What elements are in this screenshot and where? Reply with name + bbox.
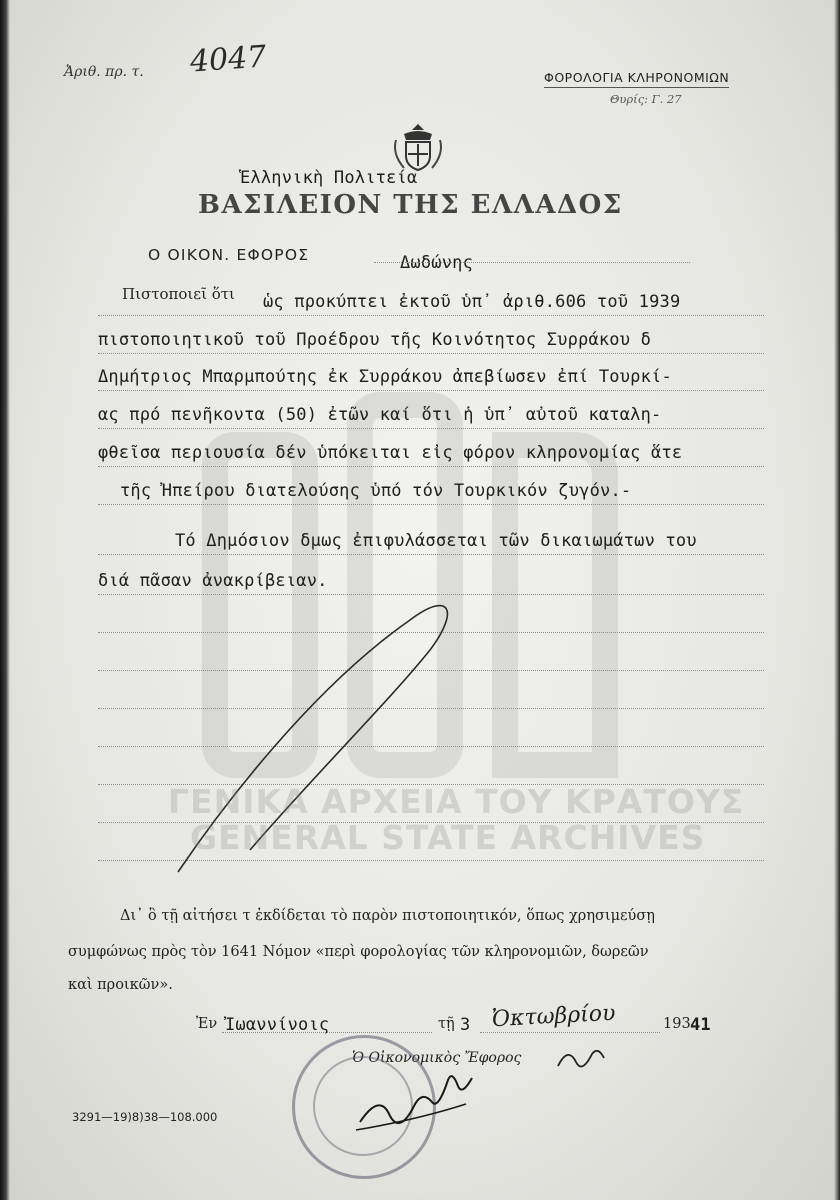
body-line-7: Τό Δημόσιον δμως ἐπιφυλάσσεται τῶν δικαιωμάτων του [175, 531, 697, 551]
signature-handwritten [350, 1060, 510, 1140]
rule-line [98, 554, 764, 556]
year-printed: 193 [663, 1016, 691, 1032]
body-line-3: Δημήτριος Μπαρμπούτης ἐκ Συρράκου ἀπεβίωσεν ἐπί Τουρκί- [98, 367, 672, 387]
tax-department-title: ΦΟΡΟΛΟΓΙΑ ΚΛΗΡΟΝΟΜΙΩΝ [544, 70, 729, 88]
coat-of-arms-icon [390, 122, 446, 174]
rule-line [98, 466, 764, 468]
rule-line [98, 504, 764, 506]
body-line-8: διά πᾶσαν ἀνακρίβειαν. [98, 571, 328, 591]
body-line-6: τῆς Ἠπείρου διατελούσης ὑπό τόν Τουρκικόν ζυγόν.- [120, 481, 632, 501]
day-prefix: τῇ [438, 1016, 455, 1032]
rule-line [222, 1032, 432, 1034]
body-line-5: φθεῖσα περιουσία δέν ὑπόκειται εἰς φόρον κληρονομίας ἅτε [98, 443, 683, 463]
scan-edge-right [834, 0, 840, 1200]
footer-line-2: συμφώνως πρὸς τὸν 1641 Νόμον «περὶ φορολογίας τῶν κληρονομιῶν, δωρεῶν [68, 944, 649, 960]
place-prefix: Ἐν [196, 1016, 218, 1032]
signatory-title: Ὁ Οἰκονομικὸς Ἔφορος [352, 1050, 522, 1066]
body-line-1: ὡς προκύπτει ἐκτοῦ ὑπ᾽ ἀριθ.606 τοῦ 1939 [263, 292, 681, 312]
protocol-number-handwritten: 4047 [188, 39, 268, 80]
day-typed: 3 [460, 1015, 471, 1035]
body-line-2: πιστοποιητικοῦ τοῦ Προέδρου τῆς Κοινότητος Συρράκου δ [98, 330, 652, 350]
kingdom-printed-title: ΒΑΣΙΛΕΙΟΝ ΤΗΣ ΕΛΛΑΔΟΣ [198, 190, 623, 220]
initials-handwritten [552, 1040, 612, 1080]
footer-line-1: Δι᾽ ὃ τῇ αἰτήσει τ ἐκδίδεται τὸ παρὸν πιστοποιητικόν, ὅπως χρησιμεύσῃ [120, 908, 655, 924]
rule-line [98, 353, 764, 355]
scan-edge-left [0, 0, 10, 1200]
rule-line [98, 390, 764, 392]
print-code: 3291—19)8)38—108.000 [72, 1110, 218, 1124]
rule-line [98, 428, 764, 430]
form-id: Θυρίς: Γ. 27 [610, 92, 682, 106]
state-typed-title: Ἑλληνικὴ Πολιτεία [240, 168, 418, 188]
year-typed: 41 [690, 1015, 711, 1035]
certifies-label: Πιστοποιεῖ ὅτι [122, 285, 235, 303]
footer-line-3: καὶ προικῶν». [68, 977, 173, 993]
month-handwritten: Ὀκτωβρίου [491, 1000, 617, 1033]
rule-line [98, 315, 764, 317]
office-label: Ο ΟΙΚΟΝ. ΕΦΟΡΟΣ [148, 246, 310, 264]
office-place: Δωδώνης [400, 253, 474, 273]
place-typed: Ἰωαννίνοις [225, 1015, 330, 1035]
protocol-number-label: Ἀριθ. πρ. τ. [64, 64, 144, 80]
rule-line [374, 262, 690, 264]
body-line-4: ας πρό πενῆκοντα (50) ἐτῶν καί ὅτι ἡ ὑπ᾽ αὐτοῦ καταλη- [98, 405, 662, 425]
archive-watermark-greek: ΓΕΝΙΚΑ ΑΡΧΕΙΑ ΤΟΥ ΚΡΑΤΟΥΣ [168, 782, 745, 821]
rule-line [480, 1032, 660, 1034]
archive-watermark-english: GENERAL STATE ARCHIVES [190, 818, 706, 857]
